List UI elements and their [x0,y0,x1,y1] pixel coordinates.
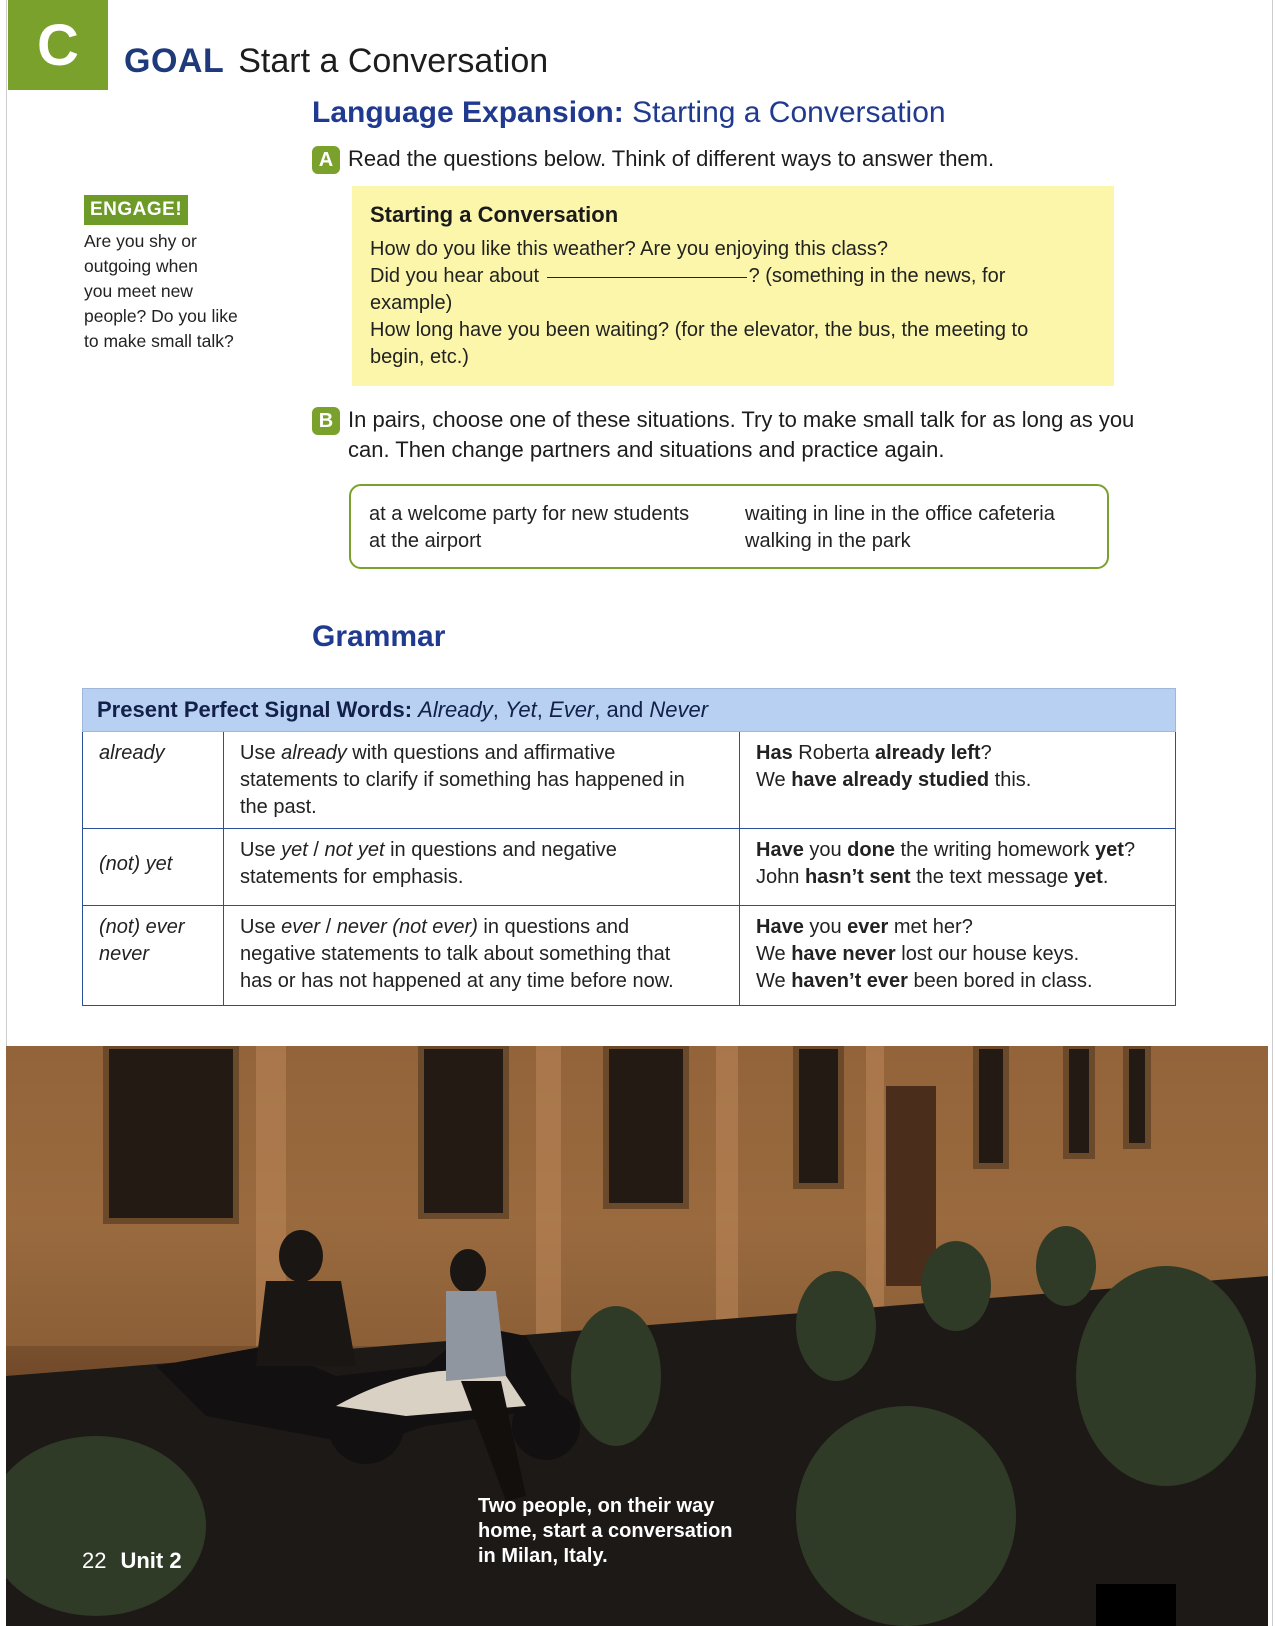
item-b-line: In pairs, choose one of these situations. Try to make small talk for as long as you [348,407,1135,432]
usage-line: negative statements to talk about something that [240,943,671,965]
signal-word-cell [83,906,224,1005]
engage-text [84,229,259,354]
usage-line: statements for emphasis. [240,866,464,888]
usage-line: Use ever / never (not ever) in questions and [240,916,630,938]
engage-badge: ENGAGE! [84,195,188,225]
starting-box-text: Did you hear about [370,265,540,287]
item-b-marker: B [312,407,340,435]
caption-line: Two people, on their way [478,1495,715,1517]
starting-conversation-box [352,186,1114,386]
example-line: We have never lost our house keys. [756,943,1080,965]
example-line: We have already studied this. [756,769,1032,791]
usage-line: statements to clarify if something has happened in [240,769,685,791]
engage-line: outgoing when [84,256,198,276]
grammar-heading: Grammar [312,620,446,653]
table-row [82,829,1176,906]
section-letter-tab: C [8,0,108,90]
example-cell [740,906,1175,1005]
caption-line: in Milan, Italy. [478,1545,608,1567]
starting-box-line: How long have you been waiting? (for the elevator, the bus, the meeting to [370,319,1029,341]
situation-item: waiting in line in the office cafeteria [745,503,1055,525]
language-expansion-title: Starting a Conversation [632,96,946,129]
photo-caption [478,1494,778,1569]
example-line: John hasn’t sent the text message yet. [756,866,1109,888]
goal-heading [124,42,548,81]
situation-item: walking in the park [745,530,911,552]
table-row [82,906,1176,1006]
example-cell [740,829,1175,905]
engage-line: to make small talk? [84,331,234,351]
situation-item: at a welcome party for new students [369,503,690,525]
starting-box-body [370,236,1090,371]
example-cell [740,732,1175,828]
grammar-table-title-bold: Present Perfect Signal Words: [97,697,413,722]
usage-line: the past. [240,796,317,818]
engage-line: you meet new [84,281,193,301]
starting-box-line: example) [370,292,453,314]
item-b-text [348,405,1178,465]
situations-box [349,484,1109,569]
page-footer [82,1548,182,1574]
signal-word-line: never [99,943,150,965]
example-line: We haven’t ever been bored in class. [756,970,1093,992]
unit-label: Unit 2 [120,1548,182,1573]
caption-line: home, start a conversation [478,1520,733,1542]
usage-cell [224,732,740,828]
starting-box-text: ? (something in the news, for [748,265,1006,287]
signal-word-cell: (not) yet [83,829,224,905]
item-a-marker: A [312,146,340,174]
usage-cell [224,906,740,1005]
language-expansion-label: Language Expansion: [312,96,624,129]
situation-item: at the airport [369,530,482,552]
fill-in-blank [547,276,747,278]
page-number: 22 [82,1548,107,1573]
table-row [82,732,1176,829]
signal-word: Never [649,697,709,722]
example-line: Have you ever met her? [756,916,973,938]
item-a-text: Read the questions below. Think of different ways to answer them. [348,146,995,171]
signal-word: Yet [504,697,537,722]
engage-line: people? Do you like [84,306,238,326]
starting-box-title: Starting a Conversation [370,202,619,227]
starting-box-line: begin, etc.) [370,346,469,368]
language-expansion-heading [312,96,946,130]
grammar-table-title: Present Perfect Signal Words: Already, Yet, Ever, and Never [82,688,1176,732]
signal-word: Ever [549,697,595,722]
signal-word-line: (not) ever [99,916,185,938]
usage-line: has or has not happened at any time before now. [240,970,674,992]
engage-line: Are you shy or [84,231,197,251]
goal-word: GOAL [124,42,225,80]
signal-word: Already [418,697,493,722]
grammar-title-and: and [606,697,644,722]
goal-title: Start a Conversation [238,42,549,80]
usage-line: Use already with questions and affirmative [240,742,616,764]
signal-word-cell: already [83,732,224,828]
starting-box-line: How do you like this weather? Are you enjoying this class? [370,238,889,260]
starting-box-line [370,263,1090,290]
grammar-table [82,688,1176,1006]
usage-line: Use yet / not yet in questions and negative [240,839,617,861]
item-b-line: can. Then change partners and situations and practice again. [348,437,945,462]
usage-cell [224,829,740,905]
example-line: Has Roberta already left? [756,742,992,764]
example-line: Have you done the writing homework yet? [756,839,1136,861]
